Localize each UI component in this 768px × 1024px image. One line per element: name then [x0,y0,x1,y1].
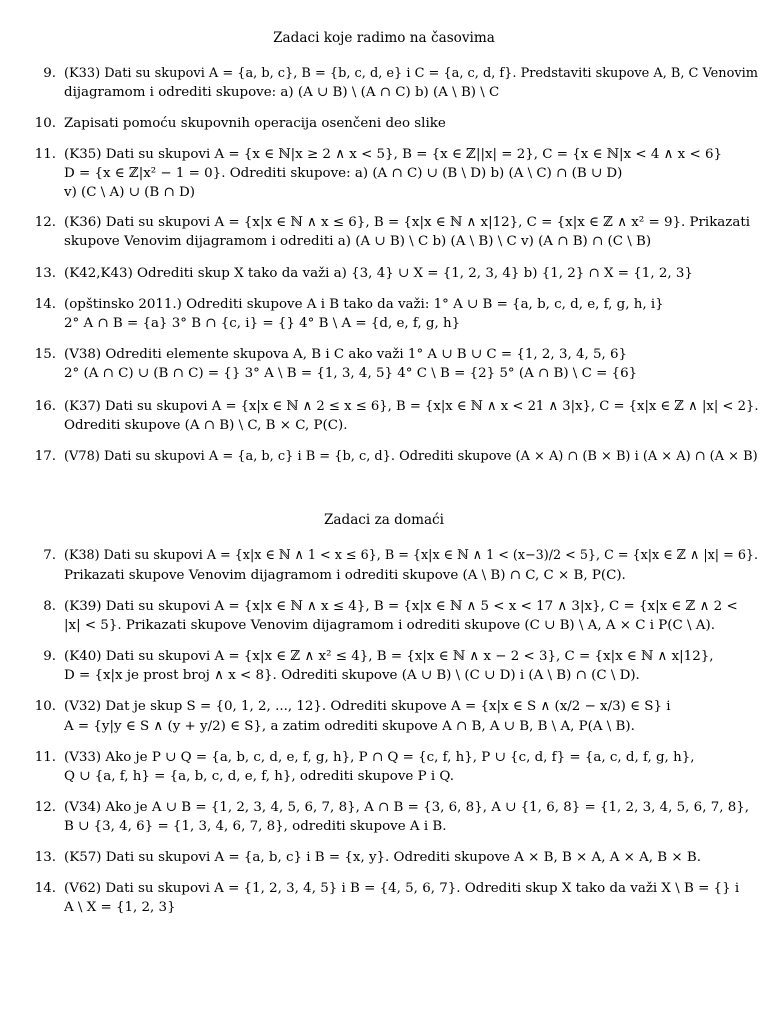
exercise-text-line: (V38) Odrediti elemente skupova A, B i C ako važi 1° A ∪ B ∪ C = {1, 2, 3, 4, 5, 6} [64,347,628,362]
exercise-text-line: (V78) Dati su skupovi A = {a, b, c} i B = {b, c, d}. Odrediti skupove (A × A) ∩ (B × B) i (A × A) ∩ (A × B) [64,449,758,464]
exercise-number: 11. [34,750,56,765]
exercise-number: 9. [43,649,56,664]
exercise-number: 12. [34,800,56,815]
exercise-text-line: (V34) Ako je A ∪ B = {1, 2, 3, 4, 5, 6, 7, 8}, A ∩ B = {3, 6, 8}, A ∪ {1, 6, 8} = {1, 2, 3, 4, 5, 6, 7, 8}, [64,800,750,815]
exercise-number: 14. [34,297,56,312]
exercise-number: 10. [34,116,56,131]
exercise-number: 13. [34,850,56,865]
exercise-number: 16. [34,399,56,414]
exercise-text-line: (K36) Dati su skupovi A = {x|x ∈ ℕ ∧ x ≤ 6}, B = {x|x ∈ ℕ ∧ x|12}, C = {x|x ∈ ℤ ∧ x² = 9}. Prikazati [64,215,750,230]
exercise-text-line: (K35) Dati su skupovi A = {x ∈ ℕ|x ≥ 2 ∧ x < 5}, B = {x ∈ ℤ||x| = 2}, C = {x ∈ ℕ|x < 4 ∧ x < 6} [64,147,722,162]
exercise-number: 9. [43,66,56,81]
exercise-text-line: dijagramom i odrediti skupove: a) (A ∪ B) \ (A ∩ C) b) (A \ B) \ C [64,85,500,100]
exercise-text-line: D = {x ∈ ℤ|x² − 1 = 0}. Odrediti skupove: a) (A ∩ C) ∪ (B \ D) b) (A \ C) ∩ (B ∪ D) [64,166,623,181]
exercise-text-line: (K38) Dati su skupovi A = {x|x ∈ ℕ ∧ 1 < x ≤ 6}, B = {x|x ∈ ℕ ∧ 1 < (x−3)/2 < 5}, C = {x|x ∈ ℤ ∧ |x| = 6}. [64,548,759,563]
exercise-number: 14. [34,881,56,896]
exercise-text-line: 2° (A ∩ C) ∪ (B ∩ C) = {} 3° A \ B = {1, 3, 4, 5} 4° C \ B = {2} 5° (A ∩ B) \ C = {6} [64,366,638,381]
exercise-text-line: |x| < 5}. Prikazati skupove Venovim dijagramom i odrediti skupove (C ∪ B) \ A, A × C i P(C \ A). [64,618,715,633]
exercise-text-line: 2° A ∩ B = {a} 3° B ∩ {c, i} = {} 4° B \ A = {d, e, f, g, h} [64,316,461,331]
exercise-text-line: A \ X = {1, 2, 3} [64,900,176,915]
exercise-number: 12. [34,215,56,230]
exercise-number: 8. [43,599,56,614]
exercise-number: 17. [34,449,56,464]
exercise-text-line: (K40) Dati su skupovi A = {x|x ∈ ℤ ∧ x² ≤ 4}, B = {x|x ∈ ℕ ∧ x − 2 < 3}, C = {x|x ∈ ℕ ∧ x|12}, [64,649,714,664]
exercise-text-line: (opštinsko 2011.) Odrediti skupove A i B tako da važi: 1° A ∪ B = {a, b, c, d, e, f, g, h, i} [64,297,664,312]
exercise-text-line: Q ∪ {a, f, h} = {a, b, c, d, e, f, h}, odrediti skupove P i Q. [64,769,454,784]
section-title-homework: Zadaci za domaći [323,512,445,528]
exercise-text-line: D = {x|x je prost broj ∧ x < 8}. Odrediti skupove (A ∪ B) \ (C ∪ D) i (A \ B) ∩ (C \ D). [64,668,640,683]
exercise-number: 11. [34,147,56,162]
exercise-number: 15. [34,347,56,362]
exercise-text-line: Odrediti skupove (A ∩ B) \ C, B × C, P(C). [64,418,348,433]
exercise-text-line: (K37) Dati su skupovi A = {x|x ∈ ℕ ∧ 2 ≤ x ≤ 6}, B = {x|x ∈ ℕ ∧ x < 21 ∧ 3|x}, C = {x|x ∈ ℤ ∧ |x| < 2}. [64,399,759,414]
exercise-text-line: (V62) Dati su skupovi A = {1, 2, 3, 4, 5} i B = {4, 5, 6, 7}. Odrediti skup X tako da važi X \ B = {} i [64,881,740,896]
exercise-text-line: (K33) Dati su skupovi A = {a, b, c}, B = {b, c, d, e} i C = {a, c, d, f}. Predstaviti skupove A, B, C Venovim [64,66,758,81]
exercise-text-line: Prikazati skupove Venovim dijagramom i odrediti skupove (A \ B) ∩ C, C × B, P(C). [64,568,626,583]
exercise-text-line: (V32) Dat je skup S = {0, 1, 2, ..., 12}. Odrediti skupove A = {x|x ∈ S ∧ (x/2 − x/3) ∈ S} i [64,699,671,714]
exercise-number: 7. [43,548,56,563]
exercise-text-line: skupove Venovim dijagramom i odrediti a) (A ∪ B) \ C b) (A \ B) \ C v) (A ∩ B) ∩ (C \ B) [64,234,652,249]
exercise-number: 13. [34,266,56,281]
exercise-number: 10. [34,699,56,714]
exercise-text-line: B ∪ {3, 4, 6} = {1, 3, 4, 6, 7, 8}, odrediti skupove A i B. [64,819,447,834]
exercise-text-line: A = {y|y ∈ S ∧ (y + y/2) ∈ S}, a zatim odrediti skupove A ∩ B, A ∪ B, B \ A, P(A \ B). [64,719,635,734]
exercise-text-line: (K39) Dati su skupovi A = {x|x ∈ ℕ ∧ x ≤ 4}, B = {x|x ∈ ℕ ∧ 5 < x < 17 ∧ 3|x}, C = {x|x ∈ ℤ ∧ 2 < [64,599,738,614]
section-title-classwork: Zadaci koje radimo na časovima [273,30,495,46]
exercise-text-line: v) (C \ A) ∪ (B ∩ D) [64,185,195,200]
exercise-text-line: (K42,K43) Odrediti skup X tako da važi a) {3, 4} ∪ X = {1, 2, 3, 4} b) {1, 2} ∩ X = {1, 2, 3} [64,266,693,281]
exercise-text-line: (V33) Ako je P ∪ Q = {a, b, c, d, e, f, g, h}, P ∩ Q = {c, f, h}, P ∪ {c, d, f} = {a, c, d, f, g, h}, [64,750,695,765]
exercise-text-line: Zapisati pomoću skupovnih operacija osenčeni deo slike [64,116,446,131]
exercise-text-line: (K57) Dati su skupovi A = {a, b, c} i B = {x, y}. Odrediti skupove A × B, B × A, A × A, B × B. [64,850,701,865]
